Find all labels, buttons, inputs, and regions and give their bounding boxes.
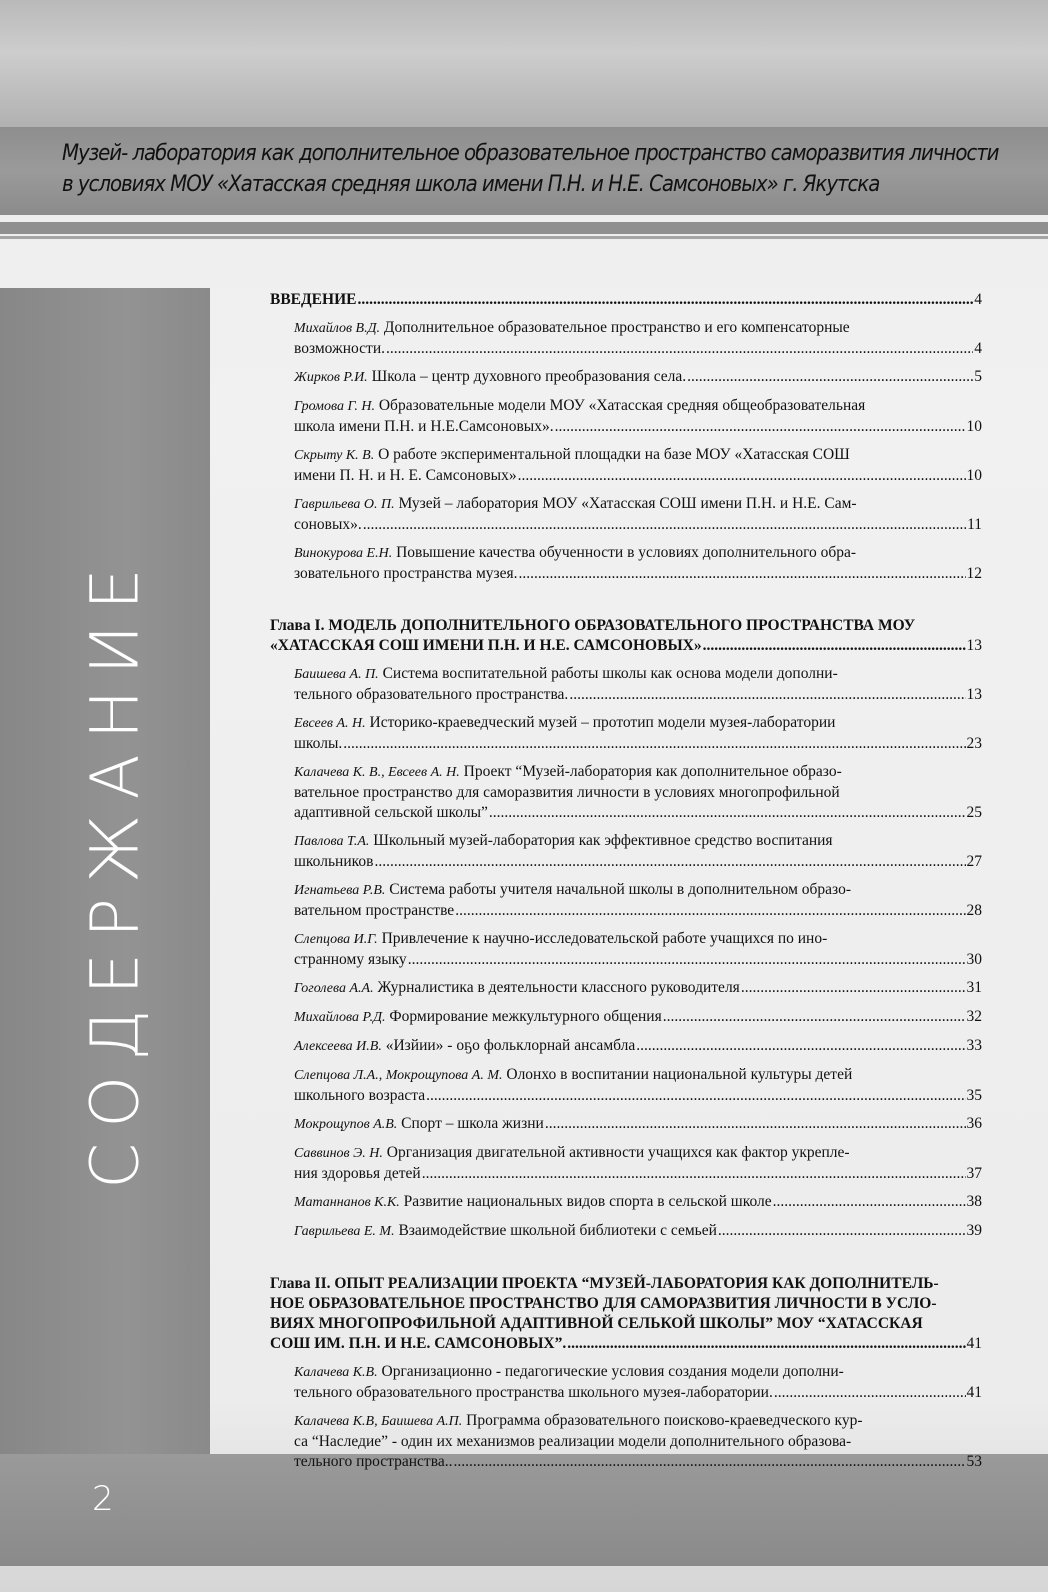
toc-entry-text: имени П. Н. и Н. Е. Самсоновых» [294,467,517,484]
toc-entry-text: Олонхо в воспитании национальной культуры детей [506,1066,853,1083]
toc-entry-text: Спорт – школа жизни [401,1115,544,1132]
toc-page-number: 10 [966,418,982,435]
table-of-contents [270,290,982,1480]
toc-author: Громова Г. Н. [294,399,375,414]
toc-page-number: 41 [966,1335,982,1352]
toc-entry [294,880,982,921]
toc-author: Гаврильева Е. М. [294,1224,395,1239]
toc-page-number: 39 [966,1222,982,1239]
toc-author: Слепцова Л.А., Мокрощупова А. М. [294,1068,503,1083]
header-title [62,138,999,200]
toc-author: Саввинов Э. Н. [294,1146,383,1161]
toc-entry [294,929,982,970]
toc-page-number: 10 [966,467,982,484]
toc-section-title: ВВЕДЕНИЕ [270,291,357,308]
toc-entry-text: Организационно - педагогические условия создания модели дополни- [381,1363,844,1380]
toc-page-number: 35 [966,1087,982,1104]
toc-entry-text: Система работы учителя начальной школы в дополнительном образо- [389,881,851,898]
toc-entry [294,318,982,359]
toc-page-number: 38 [966,1193,982,1210]
toc-author: Матаннанов К.К. [294,1195,400,1210]
toc-entry [294,367,982,388]
toc-entry [294,1362,982,1403]
toc-entry [294,1036,982,1057]
toc-author: Слепцова И.Г. [294,932,378,947]
toc-entry-text: Система воспитательной работы школы как основа модели дополни- [382,665,838,682]
toc-author: Михайлов В.Д. [294,321,381,336]
toc-entry-text: тельного образовательного пространства. [294,686,569,703]
toc-entry-text: Образовательные модели МОУ «Хатасская средняя общеобразовательная [378,397,866,414]
toc-entry [294,543,982,584]
toc-entry [294,762,982,823]
toc-entry-text: зовательного пространства музея. [294,565,518,582]
toc-entry-text: Школьный музей-лаборатория как эффективное средство воспитания [373,832,833,849]
toc-entry-text: Дополнительное образовательное пространство и его компенсаторные [383,319,850,336]
toc-entry-text: вательном пространстве [294,902,455,919]
toc-author: Игнатьева Р.В. [294,883,386,898]
toc-page-number: 25 [966,804,982,821]
toc-entry [294,1221,982,1242]
toc-page-number: 13 [966,686,982,703]
toc-entry [294,494,982,535]
toc-entry-text: «Изйии» - оҕо фольклорнай ансамбла [385,1037,636,1054]
toc-entry [294,396,982,437]
toc-author: Калачева К.В. [294,1365,378,1380]
toc-entry-text: Организация двигательной активности учащихся как фактор укрепле- [386,1144,850,1161]
toc-entry [294,1007,982,1028]
toc-entry [294,664,982,705]
toc-page-number: 28 [966,902,982,919]
toc-page-number: 41 [966,1384,982,1401]
toc-section-title: СОШ ИМ. П.Н. И Н.Е. САМСОНОВЫХ”. [270,1335,567,1352]
toc-author: Скрыту К. В. [294,448,375,463]
toc-entry-text: Повышение качества обученности в условиях дополнительного обра- [396,544,857,561]
header-rule-thick [0,222,1048,234]
header-rule-thin [0,236,1048,239]
toc-entry-text: соновых». [294,516,362,533]
toc-entry-text: возможности. [294,340,386,357]
toc-entry-text: О работе экспериментальной площадки на базе МОУ «Хатасская СОШ [378,446,850,463]
toc-entry-text: Взаимодействие школьной библиотеки с семьей [398,1222,717,1239]
toc-entry-text: странному языку [294,951,407,968]
sidebar-label: СОДЕРЖАНИЕ [76,553,154,1189]
toc-page-number: 31 [966,979,982,996]
page-number: 2 [92,1479,114,1519]
toc-section-title: «ХАТАССКАЯ СОШ ИМЕНИ П.Н. И Н.Е. САМСОНОВЫХ» [270,637,702,654]
toc-entry [294,713,982,754]
toc-entry [294,978,982,999]
toc-author: Павлова Т.А. [294,834,370,849]
toc-page-number: 30 [966,951,982,968]
toc-entry-text: Проект “Музей-лаборатория как дополнительное образо- [463,763,842,780]
toc-page-number: 5 [974,368,982,385]
toc-entry-text: Привлечение к научно-исследовательской работе учащихся по ино- [381,930,828,947]
toc-entry-text: школьного возраста [294,1087,426,1104]
toc-entry [294,1143,982,1184]
toc-author: Гоголева А.А. [294,981,374,996]
toc-section-chapter-2 [270,1274,982,1354]
toc-page-number: 33 [966,1037,982,1054]
toc-entry-text: Журналистика в деятельности классного руководителя [377,979,740,996]
toc-entry-text: школа имени П.Н. и Н.Е.Самсоновых». [294,418,554,435]
toc-page-number: 27 [966,853,982,870]
toc-page-number: 23 [966,735,982,752]
toc-page-number: 53 [966,1453,982,1470]
toc-entry-text: Развитие национальных видов спорта в сельской школе [403,1193,772,1210]
toc-entry-text: ния здоровья детей [294,1165,421,1182]
top-shading [0,0,1048,130]
toc-section-title: Глава II. ОПЫТ РЕАЛИЗАЦИИ ПРОЕКТА “МУЗЕЙ-ЛАБОРАТОРИЯ КАК ДОПОЛНИТЕЛЬ- [270,1275,939,1292]
toc-author: Евсеев А. Н. [294,716,366,731]
header-title-line-2: в условиях МОУ «Хатасская средняя школа имени П.Н. и Н.Е. Самсоновых» г. Якутска [62,171,880,197]
toc-entry [294,831,982,872]
toc-author: Мокрощупов А.В. [294,1117,398,1132]
toc-author: Калачева К. В., Евсеев А. Н. [294,765,460,780]
toc-author: Гаврильева О. П. [294,497,395,512]
toc-author: Михайлова Р.Д. [294,1010,386,1025]
toc-page-number: 12 [966,565,982,582]
toc-entry-text: Программа образовательного поисково-краеведческого кур- [466,1412,863,1429]
toc-entry [294,1192,982,1213]
toc-entry-text: са “Наследие” - один их механизмов реализации модели дополнительного образова- [294,1433,852,1450]
toc-entry-text: тельного пространства.. [294,1453,453,1470]
toc-entry-text: Школа – центр духовного преобразования села. [371,368,687,385]
toc-entry-text: вательное пространство для саморазвития личности в условиях многопрофильной [294,784,840,801]
toc-page-number: 11 [967,516,982,533]
toc-entry [294,1065,982,1106]
toc-entry-text: школьников [294,853,374,870]
toc-entry-text: адаптивной сельской школы” [294,804,488,821]
toc-entry-text: тельного образовательного пространства школьного музея-лаборатории. [294,1384,773,1401]
toc-entry [294,1411,982,1472]
toc-author: Алексеева И.В. [294,1039,382,1054]
toc-page-number: 4 [974,291,982,308]
toc-page-number: 36 [966,1115,982,1132]
toc-entry [294,1114,982,1135]
toc-author: Баишева А. П. [294,667,379,682]
header-title-line-1: Музей- лаборатория как дополнительное образовательное пространство саморазвития личности [62,140,999,166]
toc-section-title: Глава I. МОДЕЛЬ ДОПОЛНИТЕЛЬНОГО ОБРАЗОВАТЕЛЬНОГО ПРОСТРАНСТВА МОУ [270,617,916,634]
toc-author: Жирков Р.И. [294,370,368,385]
toc-entry [294,445,982,486]
toc-entry-text: Историко-краеведческий музей – прототип модели музея-лаборатории [369,714,836,731]
toc-page-number: 32 [966,1008,982,1025]
toc-section-chapter-1 [270,616,982,656]
toc-author: Калачева К.В, Баишева А.П. [294,1414,463,1429]
toc-section-title: НОЕ ОБРАЗОВАТЕЛЬНОЕ ПРОСТРАНСТВО ДЛЯ САМОРАЗВИТИЯ ЛИЧНОСТИ В УСЛО- [270,1295,937,1312]
toc-entry-text: Формирование межкультурного общения [389,1008,662,1025]
toc-page-number: 37 [966,1165,982,1182]
toc-page-number: 13 [966,637,982,654]
toc-section-title: ВИЯХ МНОГОПРОФИЛЬНОЙ АДАПТИВНОЙ СЕЛЬКОЙ ШКОЛЫ” МОУ “ХАТАССКАЯ [270,1315,923,1332]
toc-entry-text: школы. [294,735,343,752]
toc-section-intro [270,290,982,310]
toc-author: Винокурова Е.Н. [294,546,393,561]
toc-page-number: 4 [974,340,982,357]
toc-entry-text: Музей – лаборатория МОУ «Хатасская СОШ имени П.Н. и Н.Е. Сам- [398,495,857,512]
